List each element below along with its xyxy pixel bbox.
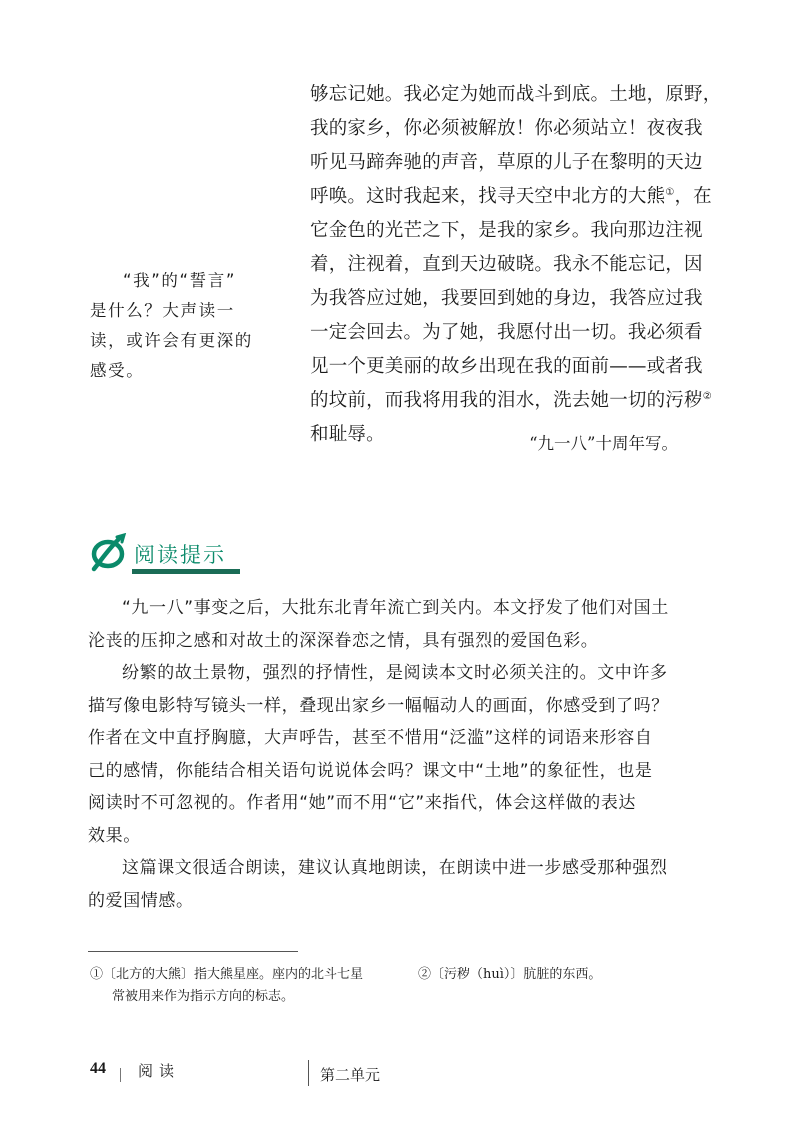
dateline: “九一八”十周年写。 bbox=[529, 434, 678, 453]
hint-paragraph-1: “九一八”事变之后，大批东北青年流亡到关内。本文抒发了他们对国土 沦丧的压抑之感和对故土的深深眷恋之情，具有强烈的爱国色彩。 bbox=[88, 598, 669, 651]
footer-section-label: 阅读 bbox=[138, 1062, 181, 1080]
footnote-mark-1[interactable]: ① bbox=[665, 186, 675, 198]
margin-note-line: 感受。 bbox=[90, 361, 145, 380]
footnote-2: ②〔污秽（huì）〕肮脏的东西。 bbox=[418, 967, 602, 982]
text-line: 听见马蹄奔驰的声音，草原的儿子在黎明的天边 bbox=[310, 152, 703, 173]
footnote-divider bbox=[88, 951, 298, 952]
reading-hint-logo-icon bbox=[88, 533, 128, 573]
footnote-mark-2[interactable]: ② bbox=[702, 390, 712, 402]
page-number: 44 bbox=[90, 1060, 106, 1077]
footer-separator bbox=[120, 1068, 121, 1082]
text-line: 一定会回去。为了她，我愿付出一切。我必须看 bbox=[310, 322, 703, 343]
margin-note-line: 是什么？大声读一 bbox=[90, 301, 235, 320]
text-line: 它金色的光芒之下，是我的家乡。我向那边注视 bbox=[310, 220, 703, 241]
footnote-1: ①〔北方的大熊〕指大熊星座。座内的北斗七星 常被用来作为指示方向的标志。 bbox=[90, 967, 364, 1004]
hint-paragraph-2: 纷繁的故土景物，强烈的抒情性，是阅读本文时必须关注的。文中许多 描写像电影特写镜头一样，叠现出家乡一幅幅动人的画面，你感受到了吗？ 作者在文中直抒胸臆，大声呼告，甚至不惜用“泛滥”这样的词语来形容自 己的感情，你能结合相关语句说说体会吗？课文中“土地”的象征性，也是 阅读时不可忽视的。作者用“她”而不用“它”来指代，体会这样做的表达 效果。 bbox=[88, 663, 669, 846]
text-line: 我的家乡，你必须被解放！你必须站立！夜夜我 bbox=[310, 118, 703, 139]
text-line: 见一个更美丽的故乡出现在我的面前——或者我 bbox=[310, 356, 703, 377]
reading-hint-body bbox=[88, 592, 724, 917]
hint-paragraph-3: 这篇课文很适合朗读，建议认真地朗读，在朗读中进一步感受那种强烈 的爱国情感。 bbox=[88, 858, 668, 911]
footer-separator bbox=[308, 1060, 309, 1086]
text-line: 和耻辱。 bbox=[310, 424, 385, 445]
main-text bbox=[310, 78, 720, 452]
text-line: 为我答应过她，我要回到她的身边，我答应过我 bbox=[310, 288, 703, 309]
title-underline bbox=[132, 569, 240, 574]
reading-hint-header bbox=[88, 533, 248, 579]
margin-note bbox=[90, 266, 270, 386]
text-line: 的坟前，而我将用我的泪水，洗去她一切的污秽② bbox=[310, 390, 712, 411]
reading-hint-title: 阅读提示 bbox=[134, 543, 226, 567]
margin-note-line: 读，或许会有更深的 bbox=[90, 331, 253, 350]
text-line: 呼唤。这时我起来，找寻天空中北方的大熊①，在 bbox=[310, 186, 712, 207]
margin-note-line: “我”的“誓言” bbox=[123, 271, 236, 290]
text-line: 着，注视着，直到天边破晓。我永不能忘记，因 bbox=[310, 254, 703, 275]
page-footer bbox=[90, 1056, 710, 1086]
text-line: 够忘记她。我必定为她而战斗到底。土地，原野， bbox=[310, 84, 722, 105]
footer-unit-label: 第二单元 bbox=[320, 1066, 381, 1084]
